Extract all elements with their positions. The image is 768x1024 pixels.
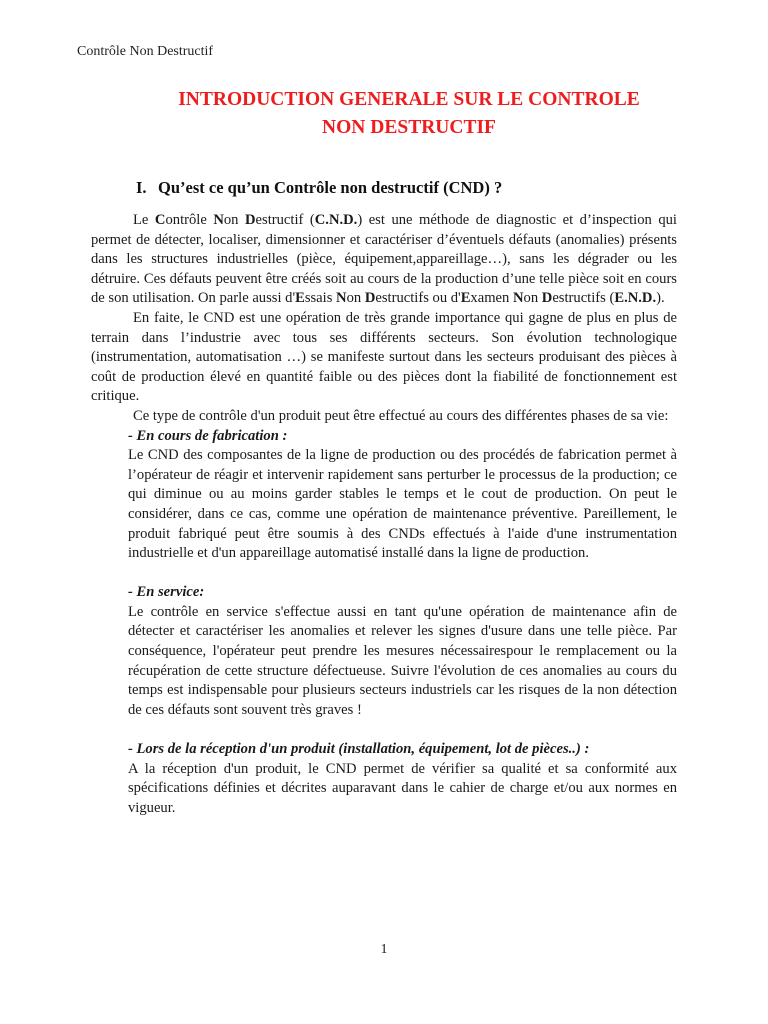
subsection-service: [91, 583, 677, 720]
subsection-text-reception: A la réception d'un produit, le CND permet de vérifier sa qualité et sa conformité aux spécifications définies et décrites auparavant dans le cahier de charge et/ou aux normes en vigueur.: [128, 760, 677, 816]
section-heading-text: Qu’est ce qu’un Contrôle non destructif (CND) ?: [158, 178, 503, 197]
title-line-2: NON DESTRUCTIF: [322, 117, 496, 138]
body-text: [91, 211, 677, 818]
title-line-1: INTRODUCTION GENERALE SUR LE CONTROLE: [178, 89, 640, 110]
paragraph-importance: En faite, le CND est une opération de très grande importance qui gagne de plus en plus de terrain dans l’industrie avec tous ses différents secteurs. Son évolution technologique (instrumentation, automatisation …) se manifeste surtout dans les secteurs produisant des pièces à coût de production élevé en quantité faible ou des pièces dont la fiabilité de fonctionnement est critique.: [91, 309, 677, 405]
page-title: [100, 86, 718, 142]
subsection-heading-reception: - Lors de la réception d'un produit (installation, équipement, lot de pièces..) :: [128, 741, 590, 758]
subsection-heading-service: - En service:: [128, 584, 205, 601]
subsection-text-fabrication: Le CND des composantes de la ligne de production ou des procédés de fabrication permet à l’opérateur de réagir et intervenir rapidement sans perturber le processus de la production; ce qui diminue ou au moins garder stables le temps et le cout de production. On peut le considérer, dans ce cas, comme une opération de maintenance préventive. Pareillement, le produit fabriqué peut être soumis à des CNDs effectués à l'aide d'une instrumentation industrielle et d'un appareillage automatisé installé dans la ligne de production.: [128, 447, 677, 562]
page-number: 1: [380, 942, 388, 957]
running-header: Contrôle Non Destructif: [77, 44, 214, 59]
section-number: I.: [136, 178, 147, 197]
subsection-heading-fabrication: - En cours de fabrication :: [128, 427, 288, 444]
subsection-text-service: Le contrôle en service s'effectue aussi en tant qu'une opération de maintenance afin de détecter et caractériser les anomalies et relever les signes d'usure dans une telle pièce. Par conséquence, l'opérateur peut prendre les mesures nécessairespour le remplacement ou la récupération de cette structure défectueuse. Suivre l'évolution de ces anomalies au cours du temps est indispensable pour plusieurs secteurs industriels car les risques de la non détection de ces défauts sont souvent très graves !: [128, 603, 677, 718]
paragraph-phases: Ce type de contrôle d'un produit peut être effectué au cours des différentes phases de sa vie:: [133, 407, 669, 424]
paragraph-definition: Le Contrôle Non Destructif (C.N.D.) est une méthode de diagnostic et d’inspection qui permet de détecter, localiser, dimensionner et caractériser d’éventuels défauts (anomalies) présents dans les structures industrielles (pièce, équipement,appareillage…), sans les dégrader ou les détruire. Ces défauts peuvent être créés soit au cours de la production d’une telle pièce soit en cours de son utilisation. On parle aussi d'Essais Non Destructifs ou d'Examen Non Destructifs (E.N.D.).: [91, 212, 677, 307]
subsection-fabrication: [91, 427, 677, 564]
section-heading: [136, 178, 502, 198]
subsection-reception: [91, 740, 677, 818]
